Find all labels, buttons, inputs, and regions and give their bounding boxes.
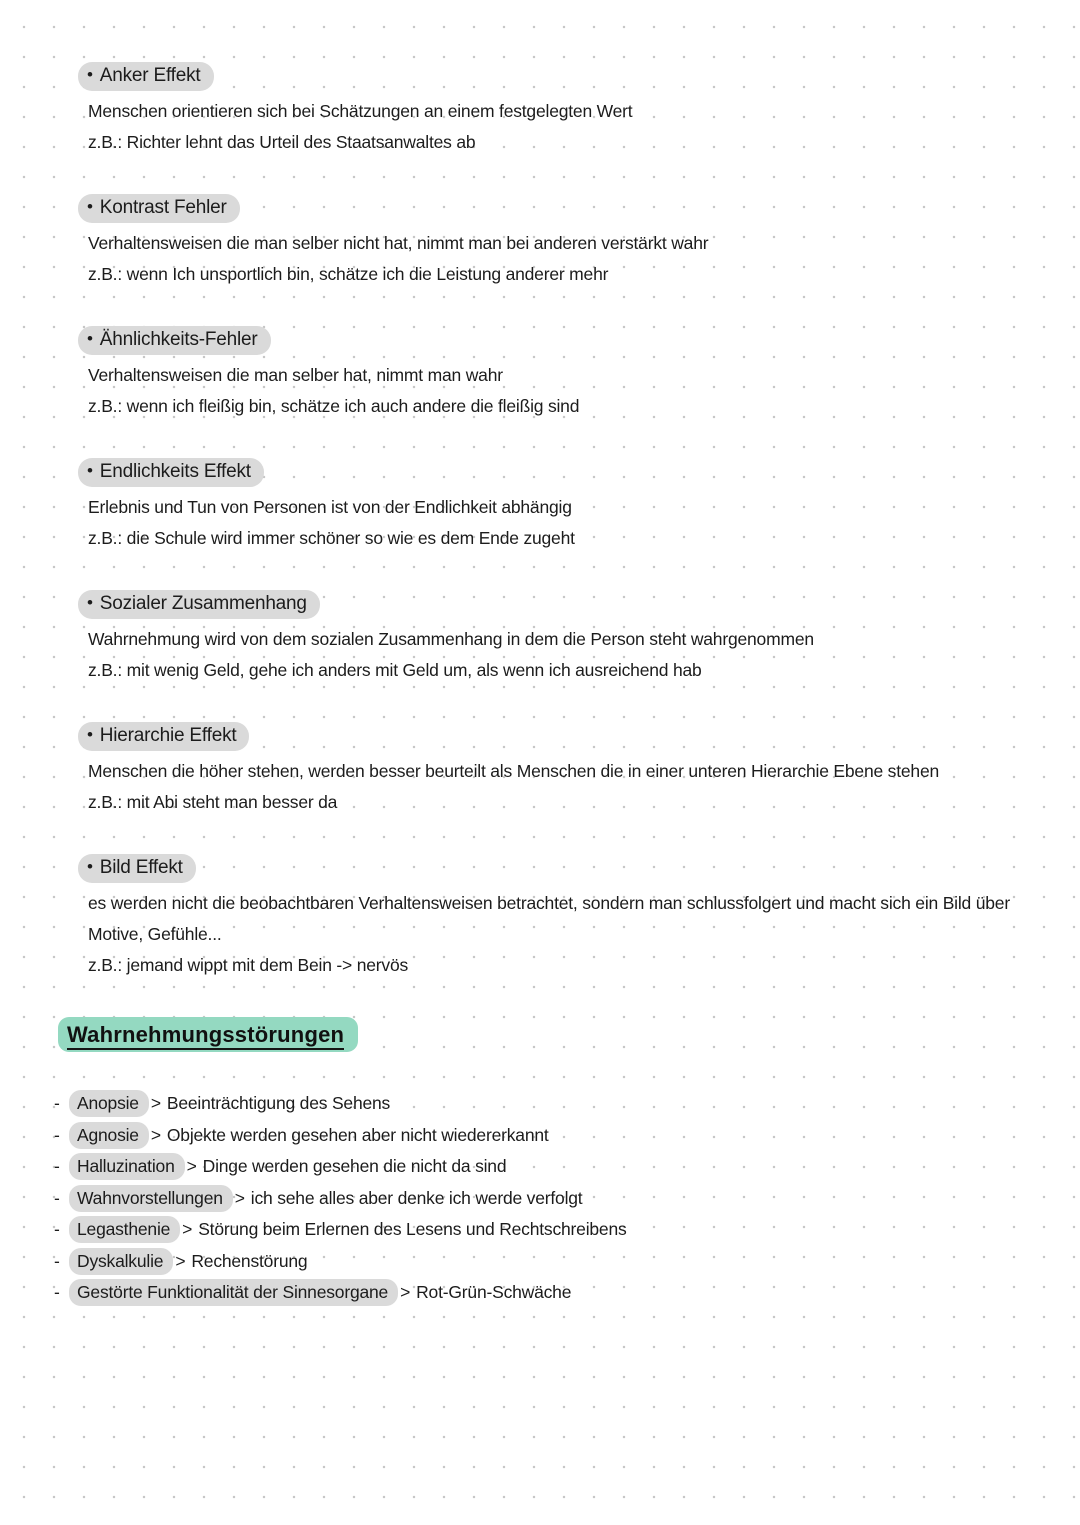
bullet-icon: • — [87, 329, 93, 348]
disorder-desc: Beeinträchtigung des Sehens — [166, 1093, 391, 1113]
section-title: Sozialer Zusammenhang — [99, 593, 307, 614]
disorder-desc: Dinge werden gesehen die nicht da sind — [202, 1156, 507, 1176]
dash: - — [54, 1250, 60, 1271]
list-item-wahnvorstellungen — [54, 1183, 1040, 1215]
list-item-halluzination — [54, 1151, 1040, 1183]
separator: > — [234, 1187, 245, 1208]
section-text: es werden nicht die beobachtbaren Verhaltensweisen betrachtet, sondern man schlussfolgert und macht sich ein Bild über — [88, 893, 1010, 913]
list-item-agnosie — [54, 1120, 1040, 1152]
section-text: Menschen die höher stehen, werden besser beurteilt als Menschen die in einer unteren Hierarchie Ebene stehen — [88, 761, 940, 781]
section-example: z.B.: wenn ich fleißig bin, schätze ich auch andere die fleißig sind — [88, 396, 580, 416]
disorder-term: Gestörte Funktionalität der Sinnesorgane — [69, 1279, 398, 1306]
separator: > — [175, 1250, 186, 1271]
section-title: Endlichkeits Effekt — [99, 461, 251, 482]
dash: - — [54, 1124, 60, 1145]
disorder-term: Wahnvorstellungen — [69, 1185, 233, 1212]
section-kontrast-fehler — [82, 194, 1040, 290]
separator: > — [182, 1219, 193, 1239]
section-title: Anker Effekt — [99, 65, 201, 86]
bullet-icon: • — [87, 461, 93, 480]
disorder-list — [54, 1088, 1040, 1309]
section-title: Hierarchie Effekt — [99, 725, 237, 746]
disorder-desc: Rechenstörung — [191, 1250, 308, 1271]
section-text: Verhaltensweisen die man selber nicht hat, nimmt man bei anderen verstärkt wahr — [88, 233, 709, 253]
bullet-icon: • — [87, 725, 93, 744]
list-item-anopsie — [54, 1088, 1040, 1120]
disorder-desc: Rot-Grün-Schwäche — [416, 1282, 572, 1302]
section-text: Verhaltensweisen die man selber hat, nimmt man wahr — [88, 365, 503, 385]
section-text: Menschen orientieren sich bei Schätzungen an einem festgelegten Wert — [88, 101, 633, 121]
disorder-desc: Störung beim Erlernen des Lesens und Rechtschreibens — [198, 1219, 627, 1239]
section-example: z.B.: wenn Ich unsportlich bin, schätze ich die Leistung anderer mehr — [88, 264, 609, 284]
notes-content — [54, 62, 1040, 1309]
section-bild-effekt — [82, 854, 1040, 981]
disorder-term: Anopsie — [69, 1090, 149, 1117]
disorder-term: Halluzination — [69, 1153, 185, 1180]
separator: > — [150, 1124, 161, 1145]
bullet-icon: • — [87, 197, 93, 216]
list-item-legasthenie — [54, 1214, 1040, 1246]
page-heading: Wahrnehmungsstörungen — [67, 1022, 344, 1050]
section-title: Kontrast Fehler — [99, 197, 227, 218]
disorder-term: Dyskalkulie — [69, 1248, 173, 1275]
section-title-pill — [78, 854, 196, 883]
separator: > — [150, 1093, 161, 1113]
section-hierarchie-effekt — [82, 722, 1040, 818]
disorder-term: Agnosie — [69, 1122, 149, 1149]
section-title-pill — [78, 62, 214, 91]
dash: - — [54, 1156, 60, 1176]
section-example: z.B.: mit wenig Geld, gehe ich anders mit Geld um, als wenn ich ausreichend hab — [88, 660, 702, 680]
section-anker-effekt — [82, 62, 1040, 158]
separator: > — [400, 1282, 411, 1302]
section-example: z.B.: die Schule wird immer schöner so wie es dem Ende zugeht — [88, 528, 575, 548]
disorder-desc: Objekte werden gesehen aber nicht wiedererkannt — [166, 1124, 549, 1145]
section-title-pill — [78, 458, 264, 487]
section-example: z.B.: Richter lehnt das Urteil des Staatsanwaltes ab — [88, 132, 476, 152]
section-title-pill — [78, 590, 320, 619]
dash: - — [54, 1219, 60, 1239]
section-text: Wahrnehmung wird von dem sozialen Zusammenhang in dem die Person steht wahrgenommen — [88, 629, 814, 649]
section-sozialer-zusammenhang — [82, 590, 1040, 686]
section-title-pill — [78, 326, 271, 355]
heading-highlight — [58, 1017, 358, 1052]
list-item-gestoerte-funktionalitaet — [54, 1277, 1040, 1309]
dash: - — [54, 1187, 60, 1208]
section-text: Motive, Gefühle... — [88, 924, 222, 944]
section-title: Ähnlichkeits-Fehler — [99, 329, 258, 350]
disorder-desc: ich sehe alles aber denke ich werde verfolgt — [250, 1187, 583, 1208]
section-text: Erlebnis und Tun von Personen ist von der Endlichkeit abhängig — [88, 497, 572, 517]
heading-wrap — [58, 1017, 1040, 1052]
dash: - — [54, 1282, 60, 1302]
section-aehnlichkeits-fehler — [82, 326, 1040, 422]
dash: - — [54, 1093, 60, 1113]
section-title-pill — [78, 722, 249, 751]
section-title-pill — [78, 194, 240, 223]
bullet-icon: • — [87, 857, 93, 876]
section-example: z.B.: mit Abi steht man besser da — [88, 792, 338, 812]
separator: > — [186, 1156, 197, 1176]
bullet-icon: • — [87, 593, 93, 612]
bullet-icon: • — [87, 65, 93, 84]
section-endlichkeits-effekt — [82, 458, 1040, 554]
section-example: z.B.: jemand wippt mit dem Bein -> nervös — [88, 955, 409, 975]
section-title: Bild Effekt — [99, 857, 183, 878]
list-item-dyskalkulie — [54, 1246, 1040, 1278]
disorder-term: Legasthenie — [69, 1216, 180, 1243]
